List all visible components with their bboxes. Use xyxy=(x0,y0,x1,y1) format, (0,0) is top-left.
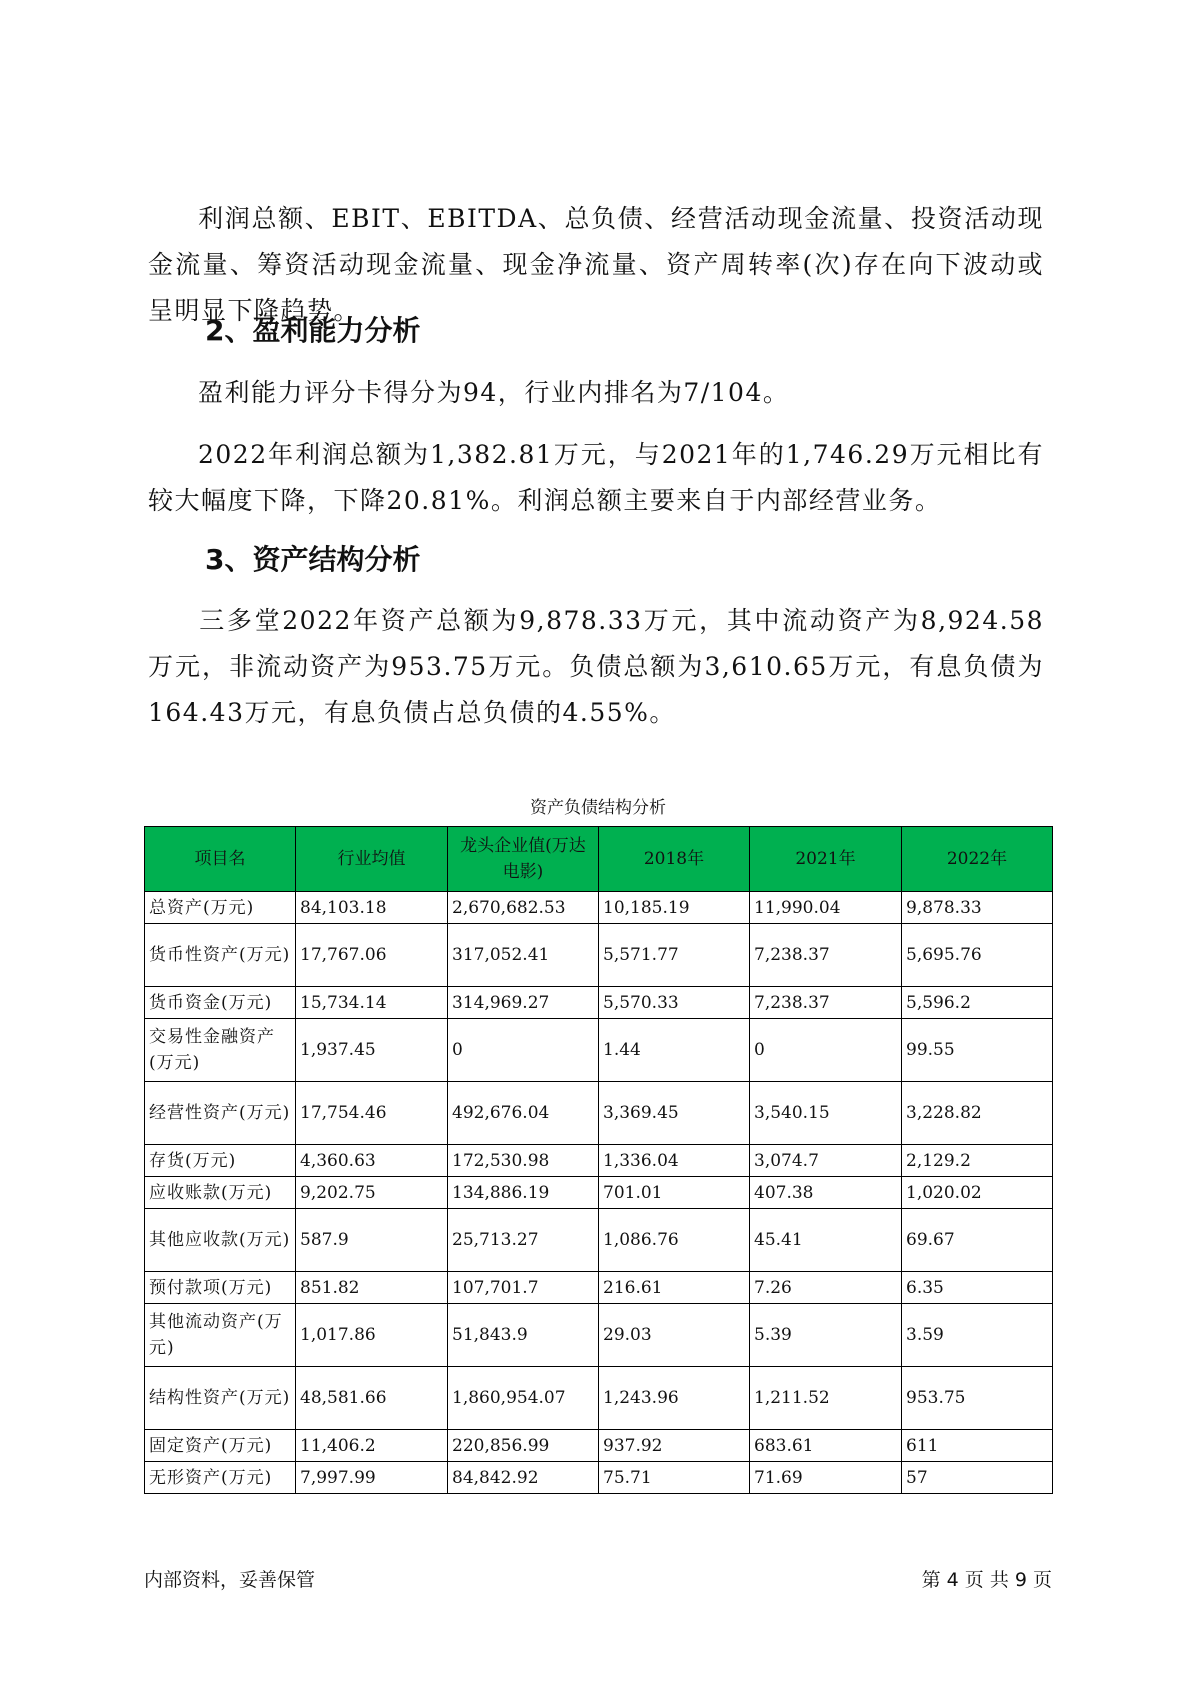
header-item-name: 项目名 xyxy=(145,827,296,892)
table-cell-value: 5.39 xyxy=(750,1304,902,1367)
table-cell-value: 1,937.45 xyxy=(296,1019,448,1082)
table-cell-value: 48,581.66 xyxy=(296,1367,448,1430)
table-cell-value: 0 xyxy=(448,1019,599,1082)
balance-structure-table xyxy=(144,826,1053,1494)
table-row xyxy=(145,1462,1053,1494)
table-row xyxy=(145,1272,1053,1304)
table-cell-label: 固定资产(万元) xyxy=(145,1430,296,1462)
table-cell-label: 预付款项(万元) xyxy=(145,1272,296,1304)
table-cell-value: 317,052.41 xyxy=(448,924,599,987)
table-cell-label: 应收账款(万元) xyxy=(145,1177,296,1209)
table-cell-value: 1,336.04 xyxy=(599,1145,750,1177)
table-cell-value: 2,129.2 xyxy=(902,1145,1053,1177)
table-cell-value: 937.92 xyxy=(599,1430,750,1462)
table-row xyxy=(145,1019,1053,1082)
table-cell-label: 结构性资产(万元) xyxy=(145,1367,296,1430)
table-cell-value: 1,243.96 xyxy=(599,1367,750,1430)
table-cell-value: 3.59 xyxy=(902,1304,1053,1367)
table-cell-label: 经营性资产(万元) xyxy=(145,1082,296,1145)
table-cell-value: 683.61 xyxy=(750,1430,902,1462)
table-cell-value: 10,185.19 xyxy=(599,892,750,924)
table-cell-value: 1,860,954.07 xyxy=(448,1367,599,1430)
table-cell-value: 9,202.75 xyxy=(296,1177,448,1209)
table-cell-label: 总资产(万元) xyxy=(145,892,296,924)
table-row xyxy=(145,1209,1053,1272)
table-caption: 资产负债结构分析 xyxy=(530,798,666,818)
paragraph-profit-total xyxy=(148,432,1044,524)
table-cell-value: 407.38 xyxy=(750,1177,902,1209)
table-row xyxy=(145,1177,1053,1209)
table-row xyxy=(145,1430,1053,1462)
table-cell-value: 492,676.04 xyxy=(448,1082,599,1145)
header-industry-average: 行业均值 xyxy=(296,827,448,892)
table-cell-value: 75.71 xyxy=(599,1462,750,1494)
table-cell-value: 45.41 xyxy=(750,1209,902,1272)
table-cell-value: 1,017.86 xyxy=(296,1304,448,1367)
table-header-row xyxy=(145,827,1053,892)
table-cell-label: 交易性金融资产(万元) xyxy=(145,1019,296,1082)
table-cell-value: 29.03 xyxy=(599,1304,750,1367)
table-cell-value: 587.9 xyxy=(296,1209,448,1272)
table-cell-value: 84,103.18 xyxy=(296,892,448,924)
paragraph-profitability-score xyxy=(148,370,1044,416)
table-cell-value: 69.67 xyxy=(902,1209,1053,1272)
table-cell-value: 611 xyxy=(902,1430,1053,1462)
table-cell-value: 15,734.14 xyxy=(296,987,448,1019)
table-cell-value: 2,670,682.53 xyxy=(448,892,599,924)
table-cell-value: 1,211.52 xyxy=(750,1367,902,1430)
table-cell-label: 货币资金(万元) xyxy=(145,987,296,1019)
table-cell-label: 货币性资产(万元) xyxy=(145,924,296,987)
table-cell-value: 1,086.76 xyxy=(599,1209,750,1272)
footer-confidential-note: 内部资料，妥善保管 xyxy=(144,1569,316,1591)
header-leading-company: 龙头企业值(万达电影) xyxy=(448,827,599,892)
table-cell-value: 851.82 xyxy=(296,1272,448,1304)
header-year-2021: 2021年 xyxy=(750,827,902,892)
table-cell-value: 11,406.2 xyxy=(296,1430,448,1462)
table-row xyxy=(145,1367,1053,1430)
paragraph-trend-summary-text: 利润总额、EBIT、EBITDA、总负债、经营活动现金流量、投资活动现金流量、筹资活动现金流量、现金净流量、资产周转率(次)存在向下波动或呈明显下降趋势。 xyxy=(148,204,1044,325)
paragraph-profit-total-text: 2022年利润总额为1,382.81万元，与2021年的1,746.29万元相比有较大幅度下降，下降20.81%。利润总额主要来自于内部经营业务。 xyxy=(148,440,1044,515)
table-cell-value: 220,856.99 xyxy=(448,1430,599,1462)
section-heading-profitability: 2、盈利能力分析 xyxy=(205,314,421,347)
table-row xyxy=(145,1304,1053,1367)
table-cell-value: 17,767.06 xyxy=(296,924,448,987)
table-cell-value: 5,570.33 xyxy=(599,987,750,1019)
table-cell-label: 其他应收款(万元) xyxy=(145,1209,296,1272)
table-cell-value: 9,878.33 xyxy=(902,892,1053,924)
footer-page-number: 第 4 页 共 9 页 xyxy=(921,1569,1052,1591)
table-row xyxy=(145,1082,1053,1145)
table-cell-value: 71.69 xyxy=(750,1462,902,1494)
table-cell-value: 6.35 xyxy=(902,1272,1053,1304)
table-cell-label: 存货(万元) xyxy=(145,1145,296,1177)
table-row xyxy=(145,1145,1053,1177)
table-cell-value: 51,843.9 xyxy=(448,1304,599,1367)
table-row xyxy=(145,892,1053,924)
table-cell-value: 17,754.46 xyxy=(296,1082,448,1145)
table-cell-value: 5,596.2 xyxy=(902,987,1053,1019)
table-cell-value: 57 xyxy=(902,1462,1053,1494)
table-cell-value: 172,530.98 xyxy=(448,1145,599,1177)
table-cell-value: 99.55 xyxy=(902,1019,1053,1082)
table-cell-value: 701.01 xyxy=(599,1177,750,1209)
paragraph-asset-structure-text: 三多堂2022年资产总额为9,878.33万元，其中流动资产为8,924.58万元，非流动资产为953.75万元。负债总额为3,610.65万元，有息负债为164.43万元，有息负债占总负债的4.55%。 xyxy=(148,606,1044,727)
paragraph-asset-structure xyxy=(148,598,1044,736)
table-cell-value: 3,540.15 xyxy=(750,1082,902,1145)
table-cell-value: 5,695.76 xyxy=(902,924,1053,987)
table-row xyxy=(145,924,1053,987)
table-cell-value: 1.44 xyxy=(599,1019,750,1082)
table-cell-value: 3,074.7 xyxy=(750,1145,902,1177)
table-cell-value: 84,842.92 xyxy=(448,1462,599,1494)
table-cell-value: 314,969.27 xyxy=(448,987,599,1019)
paragraph-profitability-score-text: 盈利能力评分卡得分为94，行业内排名为7/104。 xyxy=(198,378,790,407)
table-cell-value: 25,713.27 xyxy=(448,1209,599,1272)
table-cell-value: 11,990.04 xyxy=(750,892,902,924)
header-year-2018: 2018年 xyxy=(599,827,750,892)
table-cell-value: 953.75 xyxy=(902,1367,1053,1430)
table-cell-value: 134,886.19 xyxy=(448,1177,599,1209)
table-cell-value: 7,238.37 xyxy=(750,924,902,987)
table-cell-label: 其他流动资产(万元) xyxy=(145,1304,296,1367)
table-row xyxy=(145,987,1053,1019)
table-cell-value: 7,238.37 xyxy=(750,987,902,1019)
table-cell-value: 107,701.7 xyxy=(448,1272,599,1304)
section-heading-asset-structure: 3、资产结构分析 xyxy=(205,543,421,576)
table-cell-value: 3,228.82 xyxy=(902,1082,1053,1145)
table-cell-value: 1,020.02 xyxy=(902,1177,1053,1209)
table-cell-value: 4,360.63 xyxy=(296,1145,448,1177)
table-cell-label: 无形资产(万元) xyxy=(145,1462,296,1494)
table-cell-value: 3,369.45 xyxy=(599,1082,750,1145)
table-cell-value: 7.26 xyxy=(750,1272,902,1304)
table-cell-value: 7,997.99 xyxy=(296,1462,448,1494)
table-cell-value: 5,571.77 xyxy=(599,924,750,987)
header-year-2022: 2022年 xyxy=(902,827,1053,892)
table-cell-value: 0 xyxy=(750,1019,902,1082)
table-cell-value: 216.61 xyxy=(599,1272,750,1304)
